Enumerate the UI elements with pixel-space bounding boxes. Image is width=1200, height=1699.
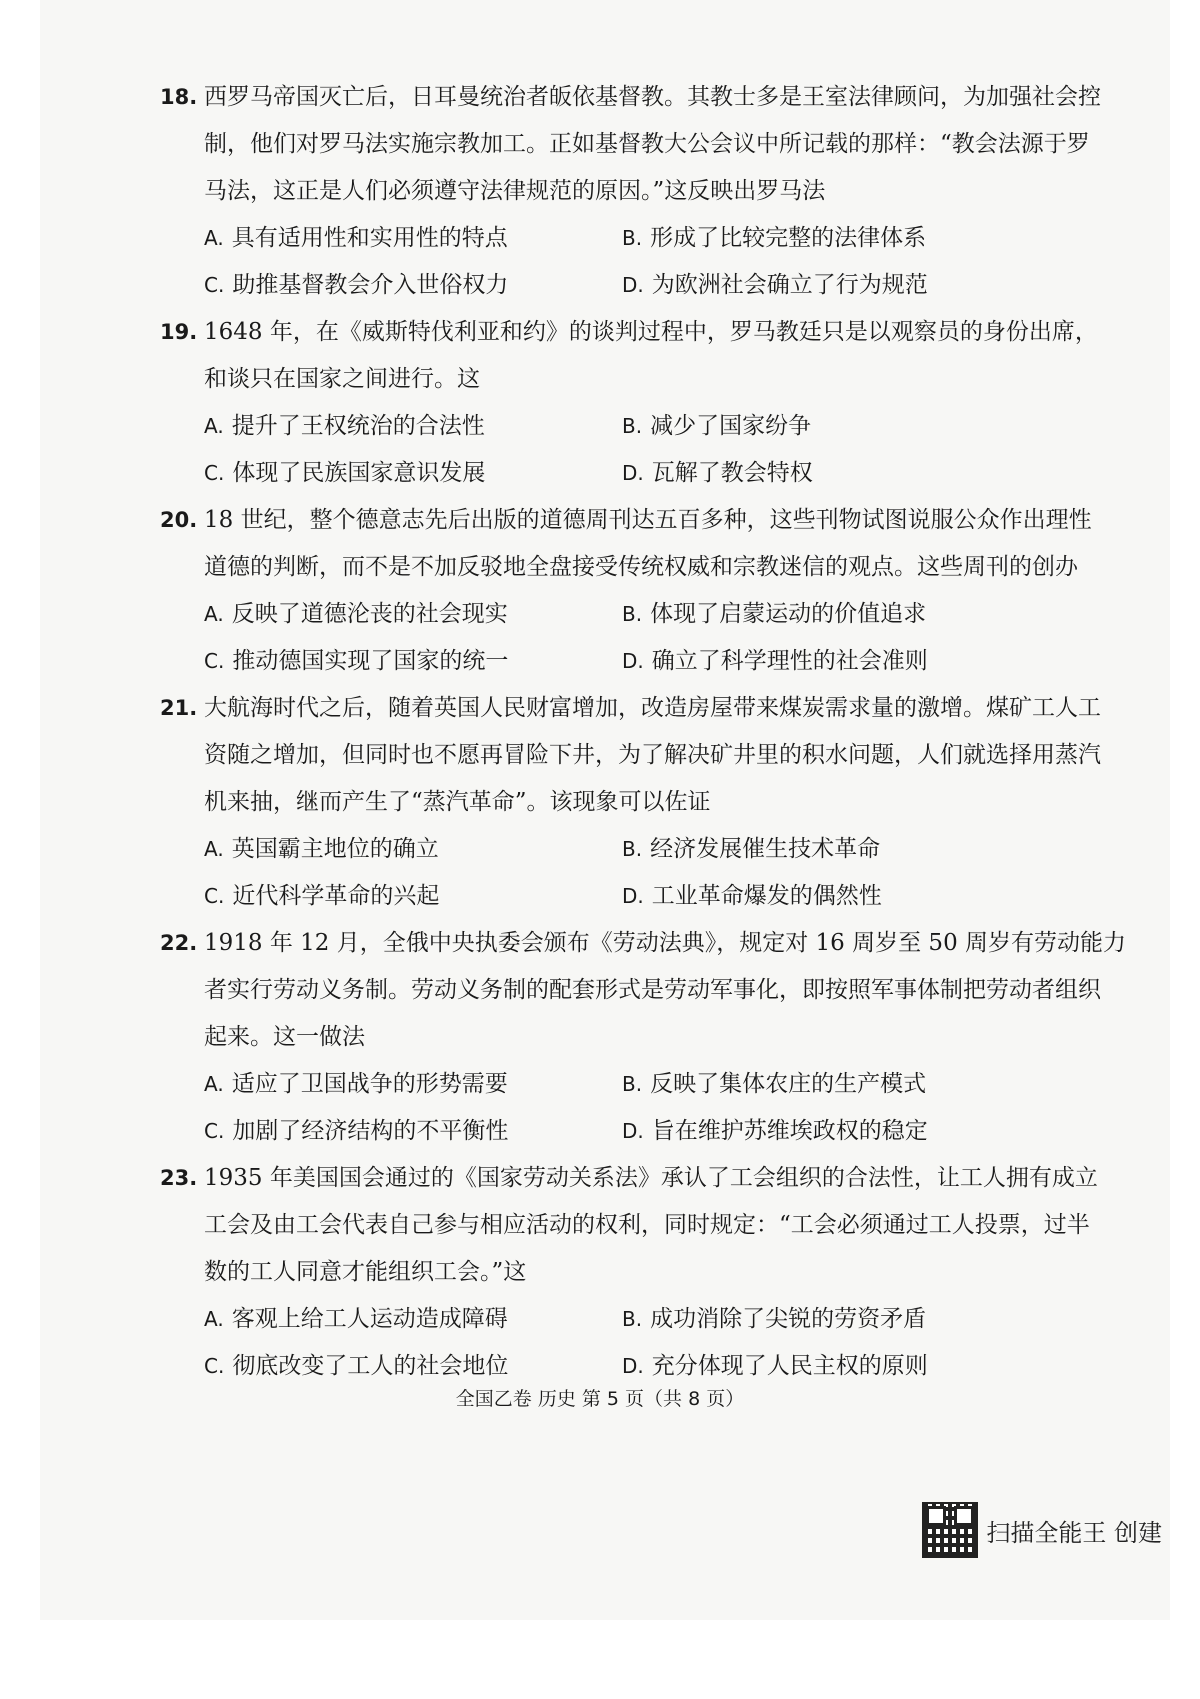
question-stem-line bbox=[160, 732, 1101, 779]
question-number: 19. bbox=[160, 320, 198, 344]
option-letter: C. bbox=[204, 1119, 225, 1143]
option-text: 体现了民族国家意识发展 bbox=[232, 460, 486, 486]
stem-text: 西罗马帝国灭亡后，日耳曼统治者皈依基督教。其教士多是王室法律顾问，为加强社会控 bbox=[204, 84, 1101, 110]
option-row bbox=[160, 403, 1040, 450]
question-stem-line bbox=[160, 168, 1040, 215]
stem-text: 1935 年美国国会通过的《国家劳动关系法》承认了工会组织的合法性，让工人拥有成立 bbox=[204, 1165, 1098, 1191]
option-letter: A. bbox=[204, 226, 224, 250]
answer-option bbox=[204, 403, 622, 450]
option-letter: D. bbox=[622, 884, 644, 908]
stem-text: 资随之增加，但同时也不愿再冒险下井，为了解决矿井里的积水问题，人们就选择用蒸汽 bbox=[204, 742, 1101, 768]
stem-text: 1648 年，在《威斯特伐利亚和约》的谈判过程中，罗马教廷只是以观察员的身份出席， bbox=[204, 319, 1098, 345]
question-number: 22. bbox=[160, 931, 198, 955]
stem-text: 者实行劳动义务制。劳动义务制的配套形式是劳动军事化，即按照军事体制把劳动者组织 bbox=[204, 977, 1101, 1003]
option-letter: B. bbox=[622, 414, 643, 438]
question-number: 20. bbox=[160, 508, 198, 532]
stem-text: 大航海时代之后，随着英国人民财富增加，改造房屋带来煤炭需求量的激增。煤矿工人工 bbox=[204, 695, 1101, 721]
answer-option bbox=[204, 1296, 622, 1343]
option-letter: C. bbox=[204, 649, 225, 673]
scanner-watermark bbox=[922, 1502, 1162, 1558]
question-stem-line bbox=[160, 967, 1101, 1014]
question-stem-line bbox=[160, 121, 1090, 168]
option-letter: C. bbox=[204, 273, 225, 297]
question-stem-line bbox=[160, 1202, 1090, 1249]
answer-option bbox=[622, 1296, 1040, 1343]
option-row bbox=[160, 1343, 1040, 1390]
stem-text: 数的工人同意才能组织工会。”这 bbox=[204, 1259, 527, 1285]
question-stem-line bbox=[160, 74, 1101, 121]
question-stem-line bbox=[160, 920, 1127, 967]
option-text: 具有适用性和实用性的特点 bbox=[231, 225, 508, 251]
stem-text: 18 世纪，整个德意志先后出版的道德周刊达五百多种，这些刊物试图说服公众作出理性 bbox=[204, 507, 1092, 533]
option-text: 反映了道德沦丧的社会现实 bbox=[231, 601, 508, 627]
answer-option bbox=[622, 1343, 1040, 1390]
option-text: 提升了王权统治的合法性 bbox=[231, 413, 485, 439]
option-letter: B. bbox=[622, 226, 643, 250]
question-stem-line bbox=[160, 544, 1078, 591]
question-number: 21. bbox=[160, 696, 198, 720]
option-text: 旨在维护苏维埃政权的稳定 bbox=[651, 1118, 928, 1144]
option-text: 助推基督教会介入世俗权力 bbox=[232, 272, 509, 298]
question-19 bbox=[160, 309, 1098, 497]
option-letter: A. bbox=[204, 1072, 224, 1096]
option-letter: D. bbox=[622, 1119, 644, 1143]
option-letter: D. bbox=[622, 649, 644, 673]
answer-option bbox=[204, 638, 622, 685]
answer-option bbox=[622, 638, 1040, 685]
option-text: 减少了国家纷争 bbox=[650, 413, 812, 439]
option-letter: C. bbox=[204, 1354, 225, 1378]
option-row bbox=[160, 1061, 1040, 1108]
question-number: 18. bbox=[160, 85, 198, 109]
answer-option bbox=[204, 1061, 622, 1108]
option-text: 为欧洲社会确立了行为规范 bbox=[651, 272, 928, 298]
option-text: 充分体现了人民主权的原则 bbox=[651, 1353, 928, 1379]
option-row bbox=[160, 638, 1040, 685]
question-23 bbox=[160, 1155, 1098, 1390]
option-letter: C. bbox=[204, 461, 225, 485]
answer-option bbox=[622, 215, 1040, 262]
question-list bbox=[160, 74, 1127, 1390]
answer-option bbox=[204, 873, 622, 920]
answer-option bbox=[622, 1108, 1040, 1155]
option-text: 推动德国实现了国家的统一 bbox=[232, 648, 509, 674]
option-letter: B. bbox=[622, 1307, 643, 1331]
page-footer: 全国乙卷 历史 第 5 页（共 8 页） bbox=[455, 1388, 745, 1410]
option-letter: A. bbox=[204, 602, 224, 626]
answer-option bbox=[622, 826, 1040, 873]
option-letter: C. bbox=[204, 884, 225, 908]
question-stem-line bbox=[160, 1014, 1040, 1061]
answer-option bbox=[622, 591, 1040, 638]
answer-option bbox=[204, 215, 622, 262]
question-18 bbox=[160, 74, 1101, 309]
watermark-text: 扫描全能王 创建 bbox=[986, 1518, 1162, 1547]
question-21 bbox=[160, 685, 1101, 920]
question-stem-line bbox=[160, 497, 1092, 544]
option-row bbox=[160, 826, 1040, 873]
answer-option bbox=[204, 450, 622, 497]
option-text: 体现了启蒙运动的价值追求 bbox=[650, 601, 927, 627]
answer-option bbox=[204, 591, 622, 638]
stem-text: 马法，这正是人们必须遵守法律规范的原因。”这反映出罗马法 bbox=[204, 178, 826, 204]
answer-option bbox=[622, 1061, 1040, 1108]
stem-text: 道德的判断，而不是不加反驳地全盘接受传统权威和宗教迷信的观点。这些周刊的创办 bbox=[204, 554, 1078, 580]
question-stem-line bbox=[160, 1155, 1098, 1202]
option-text: 英国霸主地位的确立 bbox=[231, 836, 439, 862]
question-number: 23. bbox=[160, 1166, 198, 1190]
question-20 bbox=[160, 497, 1092, 685]
option-text: 反映了集体农庄的生产模式 bbox=[650, 1071, 927, 1097]
option-letter: D. bbox=[622, 273, 644, 297]
stem-text: 工会及由工会代表自己参与相应活动的权利，同时规定：“工会必须通过工人投票，过半 bbox=[204, 1212, 1090, 1238]
option-text: 成功消除了尖锐的劳资矛盾 bbox=[650, 1306, 927, 1332]
answer-option bbox=[204, 1343, 622, 1390]
option-letter: A. bbox=[204, 837, 224, 861]
option-text: 客观上给工人运动造成障碍 bbox=[231, 1306, 508, 1332]
stem-text: 1918 年 12 月，全俄中央执委会颁布《劳动法典》，规定对 16 周岁至 50 周岁有劳动能力 bbox=[204, 930, 1127, 956]
option-text: 瓦解了教会特权 bbox=[651, 460, 813, 486]
option-row bbox=[160, 873, 1040, 920]
option-row bbox=[160, 262, 1040, 309]
answer-option bbox=[204, 1108, 622, 1155]
option-text: 工业革命爆发的偶然性 bbox=[651, 883, 882, 909]
option-letter: B. bbox=[622, 602, 643, 626]
question-stem-line bbox=[160, 356, 1040, 403]
option-row bbox=[160, 591, 1040, 638]
option-row bbox=[160, 215, 1040, 262]
option-text: 形成了比较完整的法律体系 bbox=[650, 225, 927, 251]
option-letter: A. bbox=[204, 414, 224, 438]
stem-text: 和谈只在国家之间进行。这 bbox=[204, 366, 480, 392]
stem-text: 起来。这一做法 bbox=[204, 1024, 365, 1050]
option-text: 确立了科学理性的社会准则 bbox=[651, 648, 928, 674]
option-row bbox=[160, 1296, 1040, 1343]
answer-option bbox=[622, 262, 1040, 309]
option-text: 经济发展催生技术革命 bbox=[650, 836, 881, 862]
option-text: 适应了卫国战争的形势需要 bbox=[231, 1071, 508, 1097]
answer-option bbox=[622, 403, 1040, 450]
answer-option bbox=[622, 450, 1040, 497]
option-letter: D. bbox=[622, 461, 644, 485]
option-text: 近代科学革命的兴起 bbox=[232, 883, 440, 909]
option-letter: B. bbox=[622, 1072, 643, 1096]
option-text: 彻底改变了工人的社会地位 bbox=[232, 1353, 509, 1379]
option-row bbox=[160, 450, 1040, 497]
option-text: 加剧了经济结构的不平衡性 bbox=[232, 1118, 509, 1144]
question-stem-line bbox=[160, 309, 1098, 356]
stem-text: 制，他们对罗马法实施宗教加工。正如基督教大公会议中所记载的那样：“教会法源于罗 bbox=[204, 131, 1090, 157]
answer-option bbox=[204, 262, 622, 309]
option-letter: B. bbox=[622, 837, 643, 861]
option-letter: A. bbox=[204, 1307, 224, 1331]
qr-code-icon bbox=[922, 1502, 978, 1558]
question-22 bbox=[160, 920, 1127, 1155]
answer-option bbox=[204, 826, 622, 873]
question-stem-line bbox=[160, 779, 1040, 826]
option-row bbox=[160, 1108, 1040, 1155]
question-stem-line bbox=[160, 1249, 1040, 1296]
stem-text: 机来抽，继而产生了“蒸汽革命”。该现象可以佐证 bbox=[204, 789, 711, 815]
option-letter: D. bbox=[622, 1354, 644, 1378]
answer-option bbox=[622, 873, 1040, 920]
question-stem-line bbox=[160, 685, 1101, 732]
